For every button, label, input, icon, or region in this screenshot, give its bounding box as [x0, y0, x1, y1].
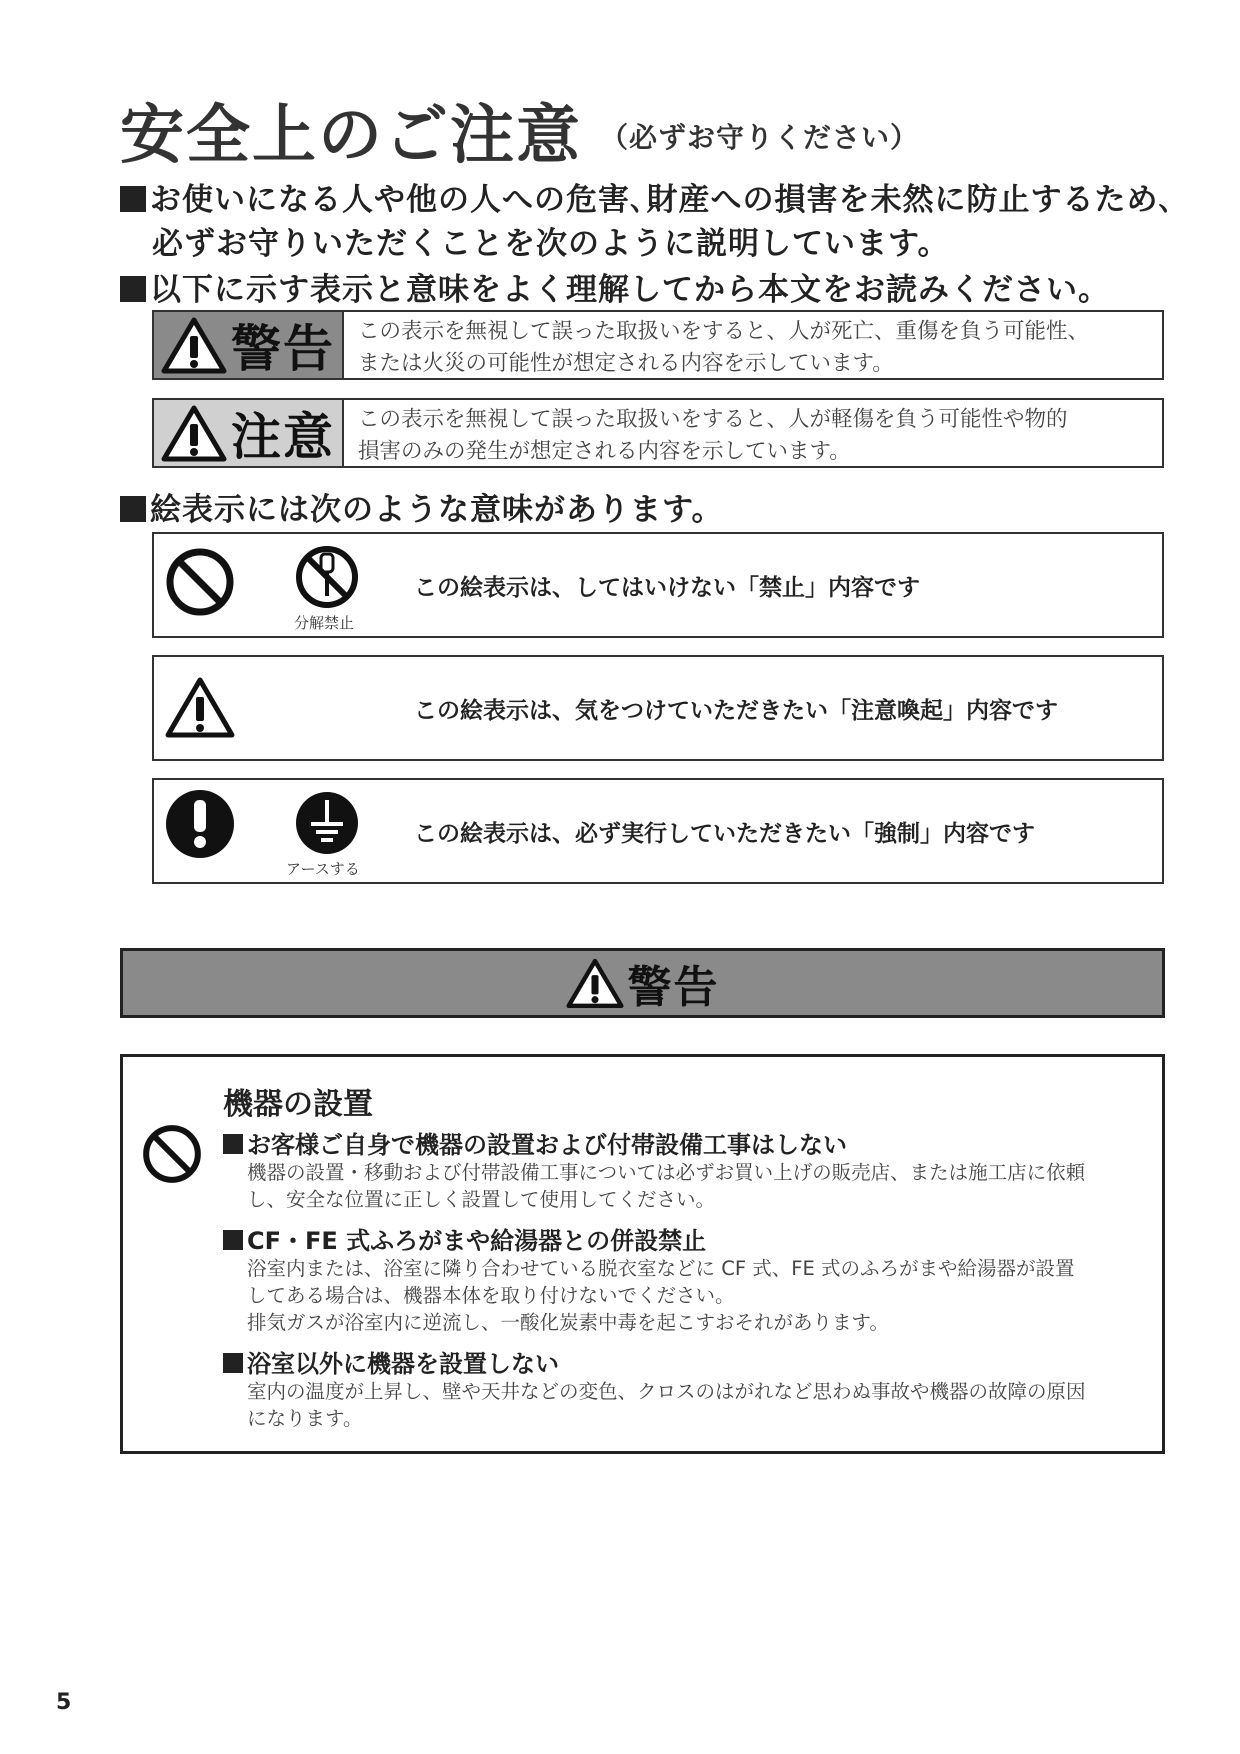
- warning-item-heading: [223, 1125, 847, 1160]
- warning-item-body-line: 浴室内または、浴室に隣り合わせている脱衣室などに CF 式、FE 式のふろがまや給湯器が設置: [247, 1257, 1075, 1280]
- signal-label-caution: [154, 400, 344, 466]
- signal-description-line: この表示を無視して誤った取扱いをすると、人が死亡、重傷を負う可能性、: [358, 319, 1090, 344]
- prohibition-icon: [164, 546, 236, 618]
- warning-banner: [120, 948, 1165, 1018]
- ground-icon: [294, 790, 360, 856]
- bullet-square: [223, 1134, 243, 1154]
- warning-banner-label: 警告: [627, 962, 720, 1013]
- warning-item-body-line: 排気ガスが浴室内に逆流し、一酸化炭素中毒を起こすおそれがあります。: [247, 1311, 889, 1334]
- page-title: [120, 84, 919, 176]
- bullet-square: [223, 1353, 243, 1373]
- warning-item-body: [247, 1378, 1086, 1432]
- warning-item-body-line: 室内の温度が上昇し、壁や天井などの変色、クロスのはがれなど思わぬ事故や機器の故障の原因: [247, 1380, 1086, 1403]
- warning-triangle-icon: [161, 404, 227, 462]
- title-sub: （必ずお守りください）: [600, 121, 920, 154]
- signal-box-caution: [152, 398, 1164, 468]
- bullet-square: [120, 186, 146, 212]
- warning-item-heading: [223, 1221, 706, 1256]
- bullet-square: [120, 496, 146, 522]
- pictogram-description: この絵表示は、気をつけていただきたい「注意喚起」内容です: [414, 697, 1058, 724]
- warning-item-heading-text: お客様ご自身で機器の設置および付帯設備工事はしない: [247, 1131, 847, 1159]
- pictogram-description: この絵表示は、してはいけない「禁止」内容です: [414, 574, 920, 601]
- warning-item-body-line: し、安全な位置に正しく設置して使用してください。: [247, 1188, 716, 1211]
- pictogram-heading-text: 絵表示には次のような意味があります。: [150, 492, 724, 528]
- warning-triangle-icon: [164, 675, 236, 739]
- warning-item-body-line: 機器の設置・移動および付帯設備工事については必ずお買い上げの販売店、または施工店に依頼: [247, 1161, 1086, 1184]
- warning-item-body-line: してある場合は、機器本体を取り付けないでください。: [247, 1284, 735, 1307]
- signal-description: [344, 400, 1162, 466]
- signal-description-line: この表示を無視して誤った取扱いをすると、人が軽傷を負う可能性や物的: [358, 407, 1068, 432]
- title-main: 安全上のご注意: [120, 99, 582, 173]
- signal-label-text: 注意: [231, 408, 335, 466]
- bullet-square: [223, 1230, 243, 1250]
- mandatory-exclamation-icon: [164, 788, 236, 860]
- signal-description-line: 損害のみの発生が想定される内容を示しています。: [358, 439, 851, 464]
- intro-bullet-1-line-2: 必ずお守りいただくことを次のように説明しています。: [152, 226, 950, 262]
- warning-item-body: [247, 1255, 1074, 1336]
- pictogram-icon-label: 分解禁止: [294, 614, 355, 632]
- pictogram-description: この絵表示は、必ず実行していただきたい「強制」内容です: [414, 820, 1035, 847]
- signal-description-line: または火災の可能性が想定される内容を示しています。: [358, 351, 894, 376]
- page-number: 5: [56, 1690, 72, 1715]
- warning-item-heading-text: CF・FE 式ふろがまや給湯器との併設禁止: [247, 1227, 707, 1255]
- pictogram-box-caution: [152, 655, 1164, 761]
- intro-bullet-2: [120, 264, 1110, 309]
- warning-triangle-icon: [566, 957, 624, 1009]
- warning-item-body-line: になります。: [247, 1407, 363, 1430]
- warning-section-box: [120, 1054, 1165, 1454]
- signal-label-warning: [154, 312, 344, 378]
- pictogram-icon-label: アースする: [286, 860, 360, 878]
- section-title: 機器の設置: [223, 1087, 373, 1122]
- prohibition-icon: [141, 1123, 203, 1185]
- intro-bullet-1-line-1: お使いになる人や他の人への危害､財産への損害を未然に防止するため､: [150, 182, 1175, 218]
- intro-bullet-2-text: 以下に示す表示と意味をよく理解してから本文をお読みください。: [150, 272, 1110, 308]
- warning-item-body: [247, 1159, 1085, 1213]
- warning-triangle-icon: [161, 316, 227, 374]
- pictogram-box-prohibition: [152, 532, 1164, 638]
- signal-description: [344, 312, 1162, 378]
- intro-bullet-1: [120, 174, 1175, 219]
- bullet-square: [120, 276, 146, 302]
- no-disassembly-icon: [294, 544, 360, 610]
- pictogram-heading: [120, 484, 724, 529]
- pictogram-box-mandatory: [152, 778, 1164, 884]
- warning-item-heading: [223, 1344, 559, 1379]
- signal-label-text: 警告: [231, 320, 335, 378]
- signal-box-warning: [152, 310, 1164, 380]
- warning-item-heading-text: 浴室以外に機器を設置しない: [247, 1350, 559, 1378]
